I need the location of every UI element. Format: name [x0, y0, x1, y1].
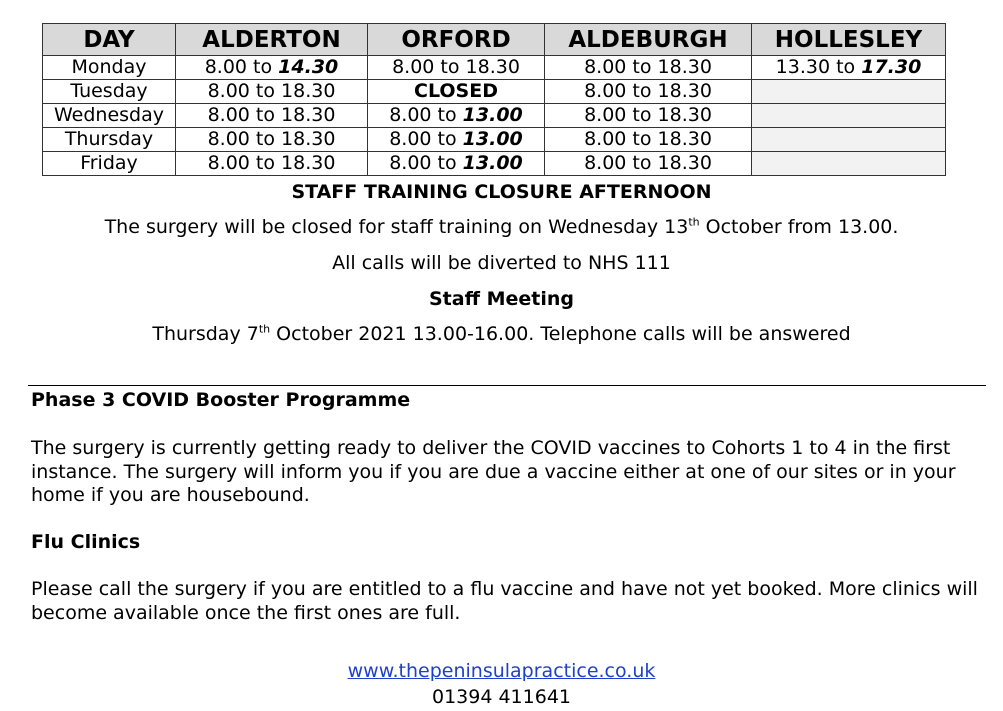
column-header-hollesley: HOLLESLEY [752, 24, 946, 56]
cell-alderton [176, 80, 368, 104]
cell-orford [368, 152, 545, 176]
time-end: 13.00 [462, 152, 523, 174]
table-row [43, 128, 946, 152]
time-end: 18.30 [281, 80, 336, 102]
cell-hollesley [752, 80, 946, 104]
cell-alderton [176, 128, 368, 152]
section-divider [28, 385, 986, 386]
time-start: 8.00 to [389, 104, 463, 126]
time-end: 13.00 [462, 128, 523, 150]
meeting-text-ordinal: th [258, 322, 271, 336]
table-row [43, 104, 946, 128]
time-start: 8.00 to [207, 152, 282, 174]
training-closure-heading: STAFF TRAINING CLOSURE AFTERNOON [291, 181, 712, 203]
cell-orford [368, 104, 545, 128]
cell-aldeburgh: 8.00 to 18.30 [545, 128, 752, 152]
time-end: 18.30 [281, 104, 336, 126]
meeting-text-end: October 2021 13.00-16.00. Telephone calls will be answered [270, 323, 851, 345]
time-end: 18.30 [465, 56, 520, 78]
time-start: 8.00 to [389, 128, 463, 150]
cell-aldeburgh: 8.00 to 18.30 [545, 56, 752, 80]
table-header-row [43, 24, 946, 56]
cell-hollesley [752, 56, 946, 80]
cell-hollesley [752, 128, 946, 152]
cell-orford [368, 56, 545, 80]
time-end: 18.30 [281, 128, 336, 150]
time-end: 17.30 [861, 56, 922, 78]
cell-day: Thursday [43, 128, 176, 152]
staff-meeting-heading: Staff Meeting [429, 288, 574, 310]
website-link[interactable]: www.thepeninsulapractice.co.uk [347, 660, 656, 682]
staff-meeting-text [0, 322, 1003, 346]
time-end: 14.30 [278, 56, 339, 78]
table-row [43, 152, 946, 176]
cell-alderton [176, 152, 368, 176]
column-header-orford: ORFORD [368, 24, 545, 56]
cell-day: Friday [43, 152, 176, 176]
time-end: 13.00 [462, 104, 523, 126]
meeting-text-start: Thursday 7 [152, 323, 259, 345]
table-row [43, 56, 946, 80]
covid-body: The surgery is currently getting ready to deliver the COVID vaccines to Cohorts 1 to 4 in the first instance. The surgery will inform you if you are due a vaccine either at one of our sites or in your home if you are housebound. [31, 437, 956, 506]
time-end: 18.30 [281, 152, 336, 174]
cell-hollesley [752, 152, 946, 176]
time-end: CLOSED [414, 80, 498, 102]
table-body [43, 56, 946, 176]
cell-aldeburgh: 8.00 to 18.30 [545, 152, 752, 176]
training-text-ordinal: th [688, 215, 700, 229]
cell-orford [368, 128, 545, 152]
time-start: 8.00 to [207, 128, 282, 150]
table-row [43, 80, 946, 104]
time-start: 8.00 to [207, 104, 282, 126]
cell-aldeburgh: 8.00 to 18.30 [545, 80, 752, 104]
cell-aldeburgh: 8.00 to 18.30 [545, 104, 752, 128]
cell-orford [368, 80, 545, 104]
time-start: 8.00 to [389, 152, 463, 174]
cell-day: Wednesday [43, 104, 176, 128]
covid-heading: Phase 3 COVID Booster Programme [31, 389, 411, 411]
website-line [0, 659, 1003, 683]
time-start: 13.30 to [775, 56, 862, 78]
training-text-start: The surgery will be closed for staff training on Wednesday 13 [104, 216, 689, 238]
cell-alderton [176, 56, 368, 80]
phone-number: 01394 411641 [431, 686, 571, 708]
calls-diverted-text: All calls will be diverted to NHS 111 [332, 252, 671, 274]
flu-body: Please call the surgery if you are entitled to a flu vaccine and have not yet booked. More clinics will become available once the first ones are full. [31, 578, 978, 624]
opening-hours-table [42, 23, 946, 176]
training-text-end: October from 13.00. [699, 216, 899, 238]
flu-heading: Flu Clinics [31, 531, 141, 553]
column-header-day: DAY [43, 24, 176, 56]
cell-day: Monday [43, 56, 176, 80]
cell-hollesley [752, 104, 946, 128]
cell-day: Tuesday [43, 80, 176, 104]
time-start: 8.00 to [207, 80, 282, 102]
time-start: 8.00 to [392, 56, 466, 78]
time-start: 8.00 to [204, 56, 279, 78]
cell-alderton [176, 104, 368, 128]
column-header-alderton: ALDERTON [176, 24, 368, 56]
column-header-aldeburgh: ALDEBURGH [545, 24, 752, 56]
training-closure-text [0, 215, 1003, 239]
